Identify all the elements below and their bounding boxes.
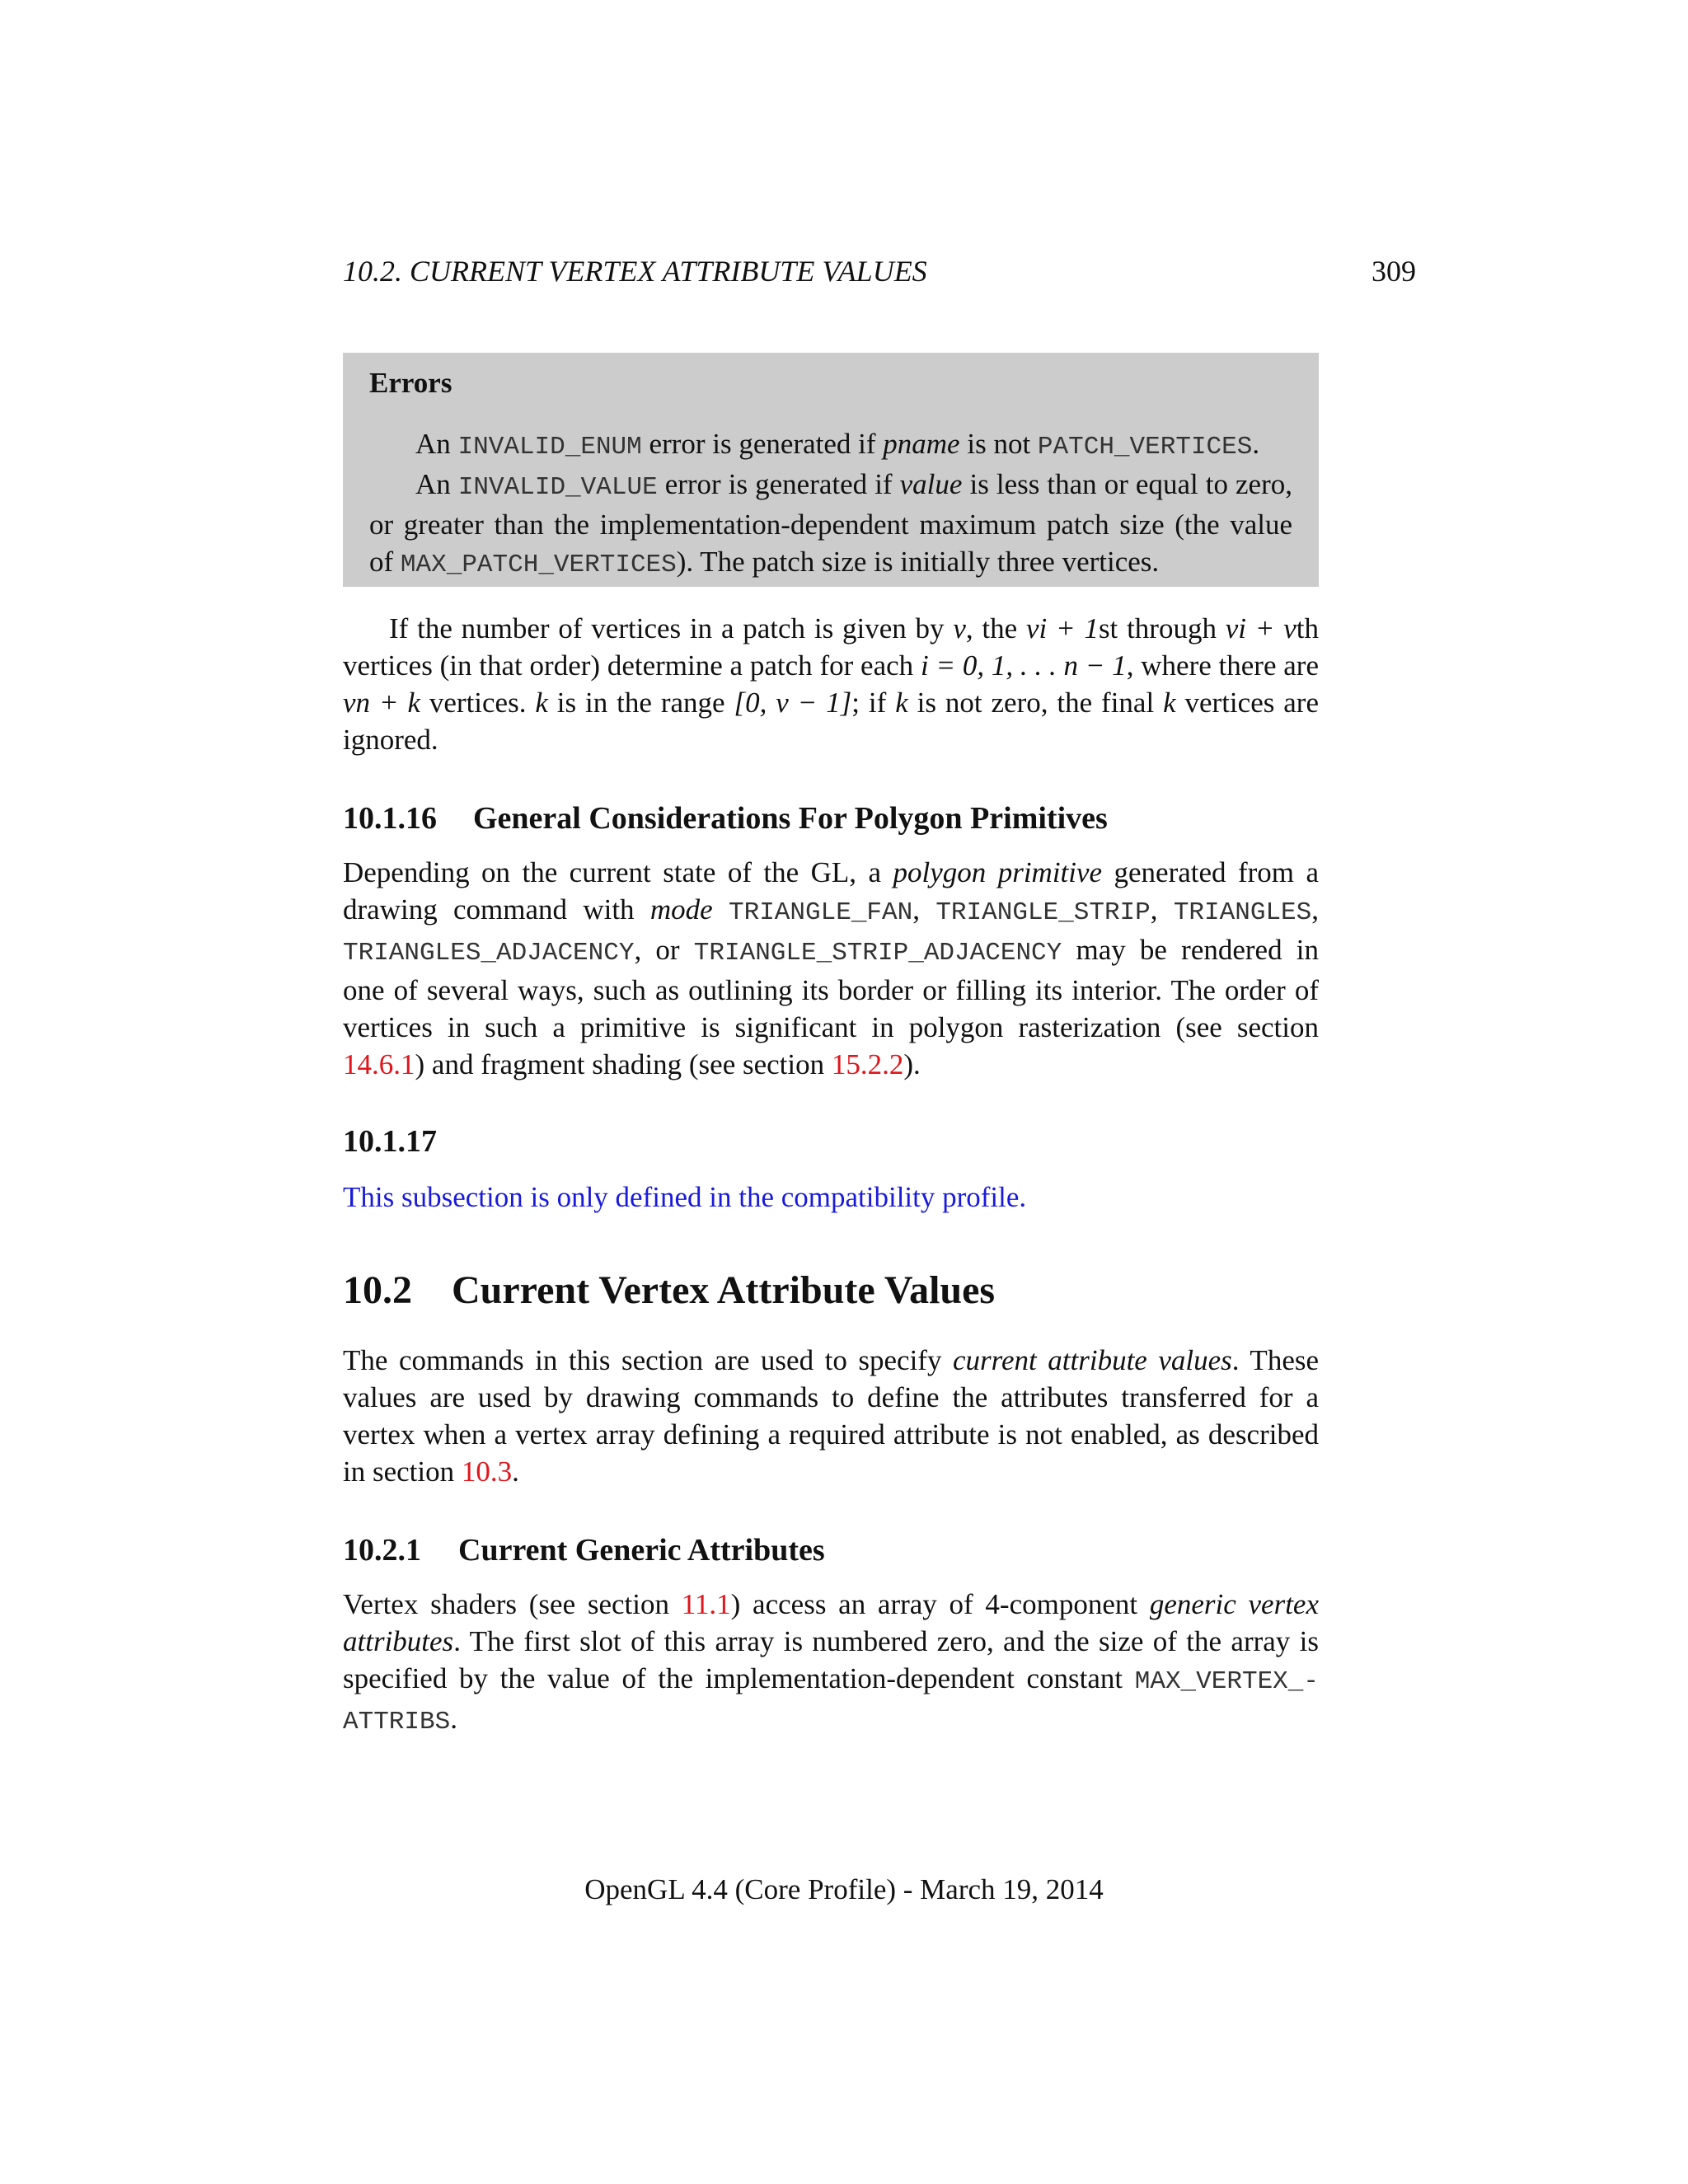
code-max-vertex-attribs: MAX_VERTEX_-ATTRIBS [343,1667,1319,1736]
link-section-14-6-1[interactable]: 14.6.1 [343,1048,415,1080]
section-heading-10-1-17: 10.1.17 [343,1124,437,1159]
section-heading-10-2-1: 10.2.1 Current Generic Attributes [343,1533,825,1568]
compatibility-note: This subsection is only defined in the compatibility profile. [343,1181,1027,1213]
code-triangles-adjacency: TRIANGLES_ADJACENCY [343,939,635,968]
section-10-2 [343,1266,1319,1490]
code-triangle-fan: TRIANGLE_FAN [729,898,913,927]
code-invalid-value: INVALID_VALUE [457,473,658,502]
code-triangle-strip: TRIANGLE_STRIP [935,898,1151,927]
current-values-paragraph: The commands in this section are used to specify current attribute values. These values are used by drawing commands to define the attributes transferred for a vertex when a vertex array defining a required attribute is not enabled, as described in section 10.3. [343,1344,1320,1488]
errors-title: Errors [369,367,452,399]
section-10-1-17 [343,1121,1319,1216]
link-section-10-3[interactable]: 10.3 [461,1455,513,1488]
header-title: 10.2. CURRENT VERTEX ATTRIBUTE VALUES [343,255,927,288]
code-triangle-strip-adjacency: TRIANGLE_STRIP_ADJACENCY [693,939,1062,968]
code-max-patch-vertices: MAX_PATCH_VERTICES [400,551,677,579]
code-triangles: TRIANGLES [1173,898,1312,927]
error-invalid-value: An INVALID_VALUE error is generated if value is less than or equal to zero, or greater than the implementation-dependent maximum patch size (the value of MAX_PATCH_VERTICES). The patch size is initially three vertices. [369,468,1292,579]
link-section-15-2-2[interactable]: 15.2.2 [831,1048,904,1080]
generic-attributes-paragraph: Vertex shaders (see section 11.1) access an array of 4-component generic vertex attributes. The first slot of this array is numbered zero, and the size of the array is specified by the value of the implementation-dependent constant MAX_VERTEX_-ATTRIBS. [343,1588,1320,1736]
link-section-11-1[interactable]: 11.1 [681,1588,731,1620]
section-10-1-16 [343,798,1319,1083]
errors-box [343,353,1319,587]
code-patch-vertices: PATCH_VERTICES [1037,433,1253,462]
page-footer: OpenGL 4.4 (Core Profile) - March 19, 2014 [584,1873,1104,1905]
section-heading-10-2: 10.2 Current Vertex Attribute Values [343,1268,996,1312]
page-number: 309 [1372,255,1416,288]
patch-paragraph-block [343,610,1319,758]
section-heading-10-1-16: 10.1.16 General Considerations For Polygon Primitives [343,801,1108,836]
section-10-2-1 [343,1530,1319,1741]
running-header [343,254,1416,295]
code-invalid-enum: INVALID_ENUM [457,433,642,462]
error-invalid-enum: An INVALID_ENUM error is generated if pname is not PATCH_VERTICES. [415,428,1260,462]
patch-paragraph: If the number of vertices in a patch is given by v, the vi + 1st through vi + vth vertices (in that order) determine a patch for each i = 0, 1, . . . n − 1, where there are vn + k vertices. k is in the range [0, v − 1]; if k is not zero, the final k vertices are ignored. [343,612,1319,756]
polygon-paragraph: Depending on the current state of the GL, a polygon primitive generated from a drawing command with mode TRIANGLE_FAN, TRIANGLE_STRIP, TRIANGLES, TRIANGLES_ADJACENCY, or TRIANGLE_STRIP_ADJACENCY may be rendered in one of several ways, such as outlining its border or filling its interior. The order of vertices in such a primitive is significant in polygon rasterization (see section 14.6.1) and fragment shading (see section 15.2.2). [343,856,1320,1080]
